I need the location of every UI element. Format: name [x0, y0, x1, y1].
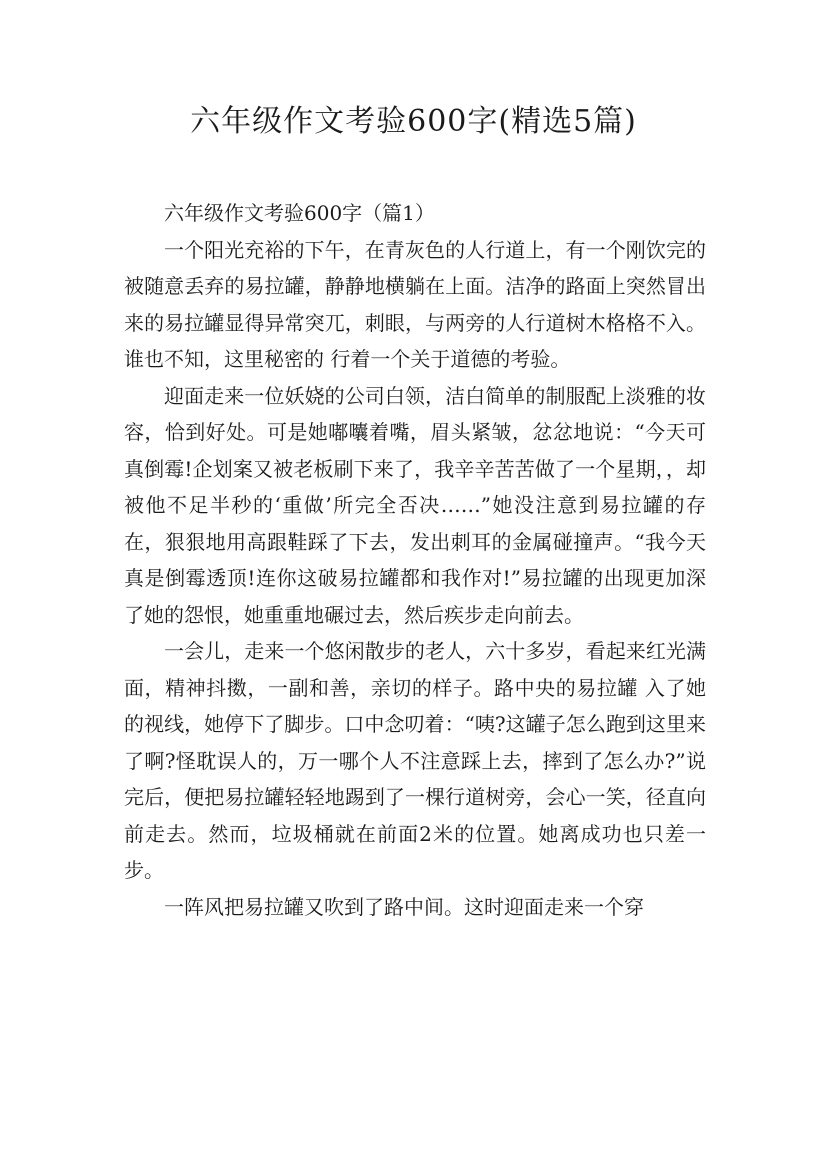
section-heading: 六年级作文考验600字（篇1）: [164, 201, 435, 225]
paragraph-3: 一会儿，走来一个悠闲散步的老人，六十多岁，看起来红光满面，精神抖擞，一副和善，亲切的样子。路中央的易拉罐 入了她的视线，她停下了脚步。口中念叨着：“咦?这罐子怎么跑到这里来了啊?怪耽误人的，万一哪个人不注意踩上去，摔到了怎么办?”说完后，便把易拉罐轻轻地踢到了一棵行道树旁，会心一笑，径直向前走去。然而，垃圾桶就在前面2米的位置。她离成功也只差一步。: [124, 639, 706, 882]
paragraph-4: 一阵风把易拉罐又吹到了路中间。这时迎面走来一个穿: [164, 894, 644, 919]
document-body: [124, 195, 706, 925]
document-title: 六年级作文考验600字(精选5篇): [190, 104, 637, 139]
paragraph-2: 迎面走来一位妖娆的公司白领，洁白简单的制服配上淡雅的妆容，恰到好处。可是她嘟囔着嘴，眉头紧皱，忿忿地说：“今天可真倒霉!企划案又被老板刷下来了，我辛辛苦苦做了一个星期，，却被他不足半秒的‘重做’所完全否决……”她没注意到易拉罐的存在，狠狠地用高跟鞋踩了下去，发出刺耳的金属碰撞声。“我今天真是倒霉透顶!连你这破易拉罐都和我作对!”易拉罐的出现更加深了她的怨恨，她重重地碾过去，然后疾步走向前去。: [124, 383, 706, 627]
paragraph-1: 一个阳光充裕的下午，在青灰色的人行道上，有一个刚饮完的被随意丢弃的易拉罐，静静地横躺在上面。洁净的路面上突然冒出来的易拉罐显得异常突兀，刺眼，与两旁的人行道树木格格不入。谁也不知，这里秘密的 行着一个关于道德的考验。: [124, 237, 706, 371]
